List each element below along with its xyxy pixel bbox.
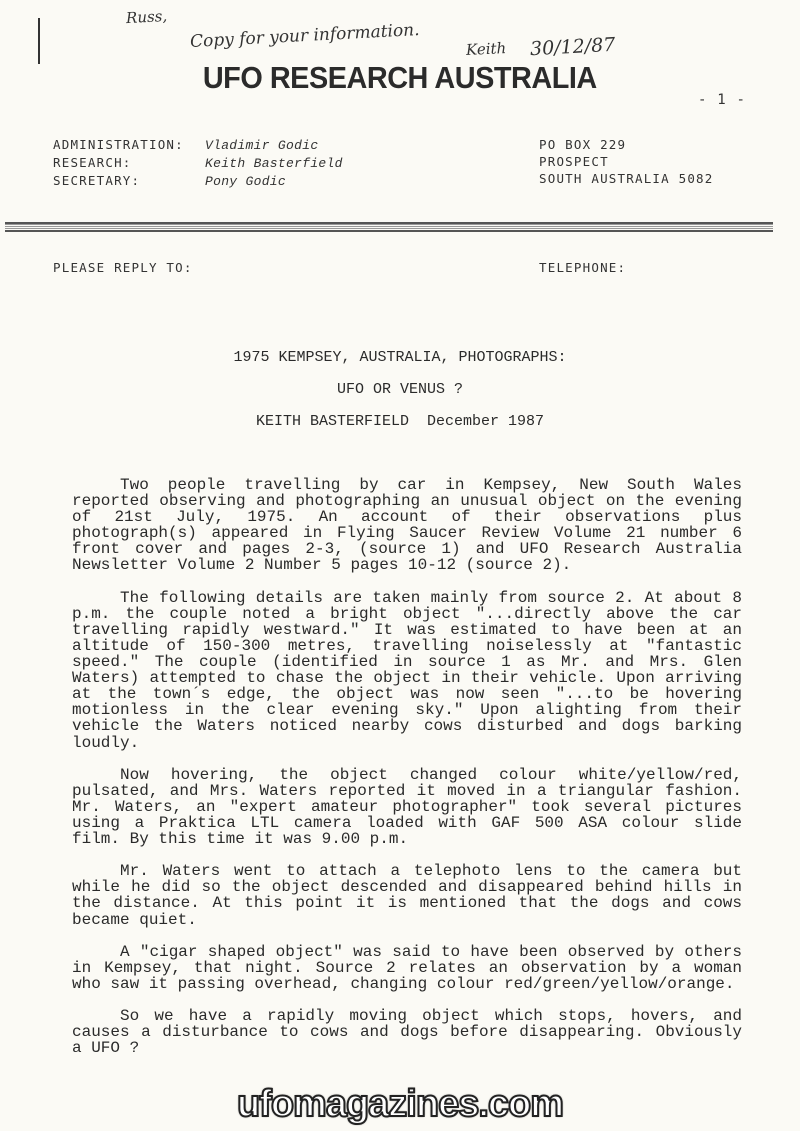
paragraph-line: So we have a rapidly moving object which stops, hovers, and bbox=[120, 1007, 742, 1026]
header-divider bbox=[5, 222, 773, 232]
paragraph-line: the distance. At this point it is mentioned that the dogs and cows bbox=[72, 894, 742, 913]
handwritten-signature: Keith bbox=[465, 38, 507, 60]
paragraph bbox=[72, 590, 742, 751]
paragraph-line: pulsated, and Mrs. Waters reported it moved in a triangular fashion. bbox=[72, 781, 742, 800]
role-label: SECRETARY: bbox=[53, 173, 141, 188]
paragraph bbox=[72, 863, 742, 927]
paragraph-line: travelling rapidly westward." It was estimated to have been at an bbox=[72, 620, 742, 639]
margin-mark bbox=[38, 18, 40, 64]
role-name: Pony Godic bbox=[205, 174, 287, 189]
paragraph-line: speed." The couple (identified in source 1 as Mr. and Mrs. Glen bbox=[72, 653, 742, 672]
paragraph-line: Two people travelling by car in Kempsey, New South Wales bbox=[120, 476, 742, 494]
address-line: PROSPECT bbox=[539, 154, 609, 169]
paragraph-line: Newsletter Volume 2 Number 5 pages 10-12 (source 2). bbox=[72, 556, 572, 575]
paragraph-line: of 21st July, 1975. An account of their observations plus bbox=[72, 508, 742, 527]
role-label: ADMINISTRATION: bbox=[53, 137, 184, 152]
paragraph-line: in Kempsey, that night. Source 2 relates an observation by a woman bbox=[72, 958, 742, 977]
paragraph-line: Mr. Waters, an "expert amateur photographer" took several pictures bbox=[72, 797, 742, 816]
role-name: Vladimir Godic bbox=[205, 138, 319, 153]
paragraph-line: motionless in the clear evening sky." Upon alighting from their bbox=[72, 701, 742, 720]
role-name: Keith Basterfield bbox=[205, 156, 343, 171]
paragraph-line: vehicle the Waters noticed nearby cows disturbed and dogs barking bbox=[72, 717, 742, 736]
telephone-label: TELEPHONE: bbox=[539, 260, 627, 275]
staff-row bbox=[53, 136, 343, 154]
postal-address bbox=[539, 136, 714, 187]
paragraph bbox=[72, 944, 742, 992]
paragraph-line: a UFO ? bbox=[72, 1039, 140, 1058]
handwritten-note: Copy for your information. bbox=[189, 20, 421, 52]
handwritten-greeting: Russ, bbox=[125, 6, 168, 28]
paragraph-line: Now hovering, the object changed colour white/yellow/red, bbox=[120, 765, 742, 784]
paragraph-line: photograph(s) appeared in Flying Saucer Review Volume 21 number 6 bbox=[72, 524, 742, 543]
paragraph-line: using a Praktica LTL camera loaded with GAF 500 ASA colour slide bbox=[72, 813, 742, 832]
paragraph-line: who saw it passing overhead, changing colour red/green/yellow/orange. bbox=[72, 974, 735, 993]
paragraph bbox=[72, 477, 742, 574]
handwritten-date: 30/12/87 bbox=[529, 33, 616, 61]
document-title: 1975 KEMPSEY, AUSTRALIA, PHOTOGRAPHS: bbox=[233, 349, 567, 366]
paragraph-line: altitude of 150-300 metres, travelling noiselessly at "fantastic bbox=[72, 636, 742, 655]
staff-list bbox=[53, 136, 343, 190]
paragraph-line: film. By this time it was 9.00 p.m. bbox=[72, 830, 409, 849]
document-subtitle: UFO OR VENUS ? bbox=[336, 381, 464, 398]
paragraph bbox=[72, 1008, 742, 1056]
paragraph-line: became quiet. bbox=[72, 910, 197, 929]
address-line: SOUTH AUSTRALIA 5082 bbox=[539, 171, 714, 186]
paragraph-line: while he did so the object descended and disappeared behind hills in bbox=[72, 878, 742, 897]
staff-row bbox=[53, 154, 343, 172]
document-body bbox=[72, 477, 742, 1072]
paragraph-line: loudly. bbox=[72, 733, 140, 752]
paragraph bbox=[72, 767, 742, 847]
address-line: PO BOX 229 bbox=[539, 137, 627, 152]
document-byline: KEITH BASTERFIELD December 1987 bbox=[255, 413, 545, 430]
page-number: - 1 - bbox=[698, 92, 747, 108]
paragraph-line: The following details are taken mainly from source 2. At about 8 bbox=[120, 588, 742, 607]
staff-row bbox=[53, 172, 343, 190]
paragraph-line: at the town´s edge, the object was now seen "...to be hovering bbox=[72, 685, 742, 704]
organization-name-text: UFO RESEARCH AUSTRALIA bbox=[203, 60, 597, 95]
paragraph-line: Mr. Waters went to attach a telephoto lens to the camera but bbox=[120, 862, 742, 881]
organization-name bbox=[0, 60, 800, 96]
reply-label: PLEASE REPLY TO: bbox=[53, 260, 193, 275]
paragraph-line: Waters) attempted to chase the object in their vehicle. Upon arriving bbox=[72, 669, 742, 688]
paragraph-line: reported observing and photographing an unusual object on the evening bbox=[72, 492, 742, 511]
paragraph-line: causes a disturbance to cows and dogs before disappearing. Obviously bbox=[72, 1023, 742, 1042]
paragraph-line: A "cigar shaped object" was said to have been observed by others bbox=[120, 942, 742, 961]
paragraph-line: p.m. the couple noted a bright object "...directly above the car bbox=[72, 604, 742, 623]
role-label: RESEARCH: bbox=[53, 155, 132, 170]
paragraph-line: front cover and pages 2-3, (source 1) and UFO Research Australia bbox=[72, 540, 742, 559]
watermark: ufomagazines.com bbox=[236, 1083, 564, 1125]
